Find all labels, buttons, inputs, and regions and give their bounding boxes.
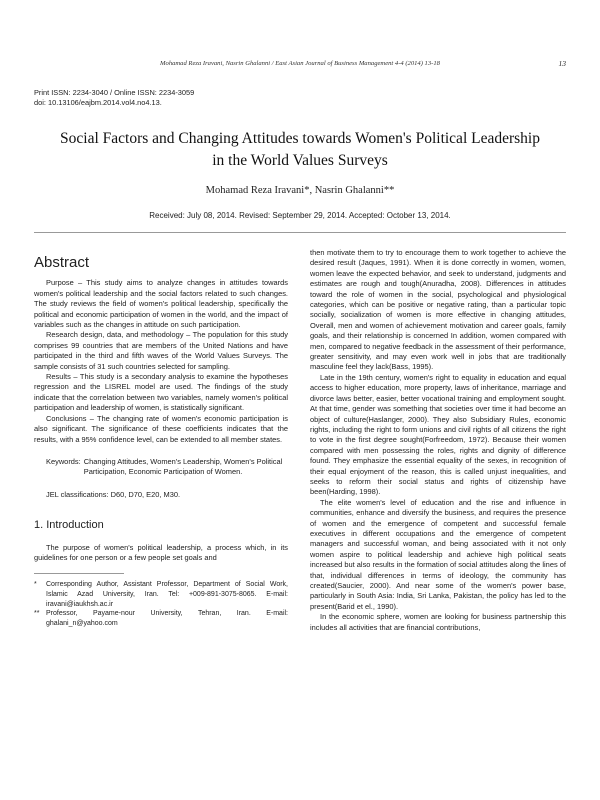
doi-line: doi: 10.13106/eajbm.2014.vol4.no4.13. (34, 97, 162, 107)
abstract-conclusions (34, 414, 288, 445)
abstract-design (34, 330, 288, 372)
abstract-results (34, 372, 288, 414)
jel-classifications (34, 490, 288, 500)
introduction-paragraph: The purpose of women's political leadership, a process which, in its guidelines for one person or a few people set goals and (34, 542, 288, 562)
left-column (34, 244, 288, 628)
footnote-2 (34, 609, 288, 628)
footnote-divider (34, 573, 124, 574)
keywords-text: Changing Attitudes, Women's Leadership, Women's Political Participation, Economic Participation of Women. (83, 456, 283, 477)
results-text: – This study is a secondary analysis to examine the hypotheses regression and the LISREL model are used. The findings of the study indicate that the correlation between two variables, namely women's political participation and leadership of women, is statistically significant. (34, 372, 288, 413)
body-paragraph-3: The elite women's level of education and the rise and influence in communities, enhance and diversify the business, and requires the presence of women and the emergence of competent and successful female executives in different occupations and the emergence of competent managers and successful woman, and being associated with it not only women aspire to political leadership and achieve high political seats increased but also results in the formation of social attitudes along the lines of that, individual differences in terms of ideology, the community has created(Saucier, 2000). And near some of the women's power base, particularly in South Asia: India, Sri Lanka, Pakistan, the policy has led to the present(Barid et el., 1990). (310, 497, 566, 611)
footnote-1-mark: * (34, 581, 37, 589)
results-label: Results (46, 372, 71, 382)
article-title (40, 128, 560, 172)
title-line-2: in the World Values Surveys (212, 152, 388, 169)
issn-block (34, 88, 194, 107)
issn-line: Print ISSN: 2234-3040 / Online ISSN: 2234-3059 (34, 88, 195, 97)
abstract-purpose (34, 278, 288, 330)
received-dates: Received: July 08, 2014. Revised: September 29, 2014. Accepted: October 13, 2014. (149, 211, 451, 220)
design-text: – The population for this study comprises 99 countries that are members of the United Nations and have participated in the third and fifth waves of the World Values Surveys. The sample consists of 31 such countries selected for sampling. (34, 330, 288, 371)
purpose-text: – This study aims to analyze changes in attitudes towards women's political leadership and the social factors related to such changes. The study reviews the field of women's political leadership, specifically the political and economic participation of women in the world, and the impact of variables such as the changes in attitude on such participation. (34, 278, 288, 330)
header-divider (34, 232, 566, 233)
footnote-2-mark: ** (34, 610, 40, 618)
abstract-heading: Abstract (34, 254, 90, 271)
design-label: Research design, data, and methodology (46, 330, 184, 340)
right-column (310, 248, 566, 633)
jel-label: JEL classifications: (46, 489, 109, 499)
body-paragraph-1: then motivate them to try to encourage them to work together to achieve the desired result (Jaques, 1991). When it is done correctly in women, women, women leave the expected behavior, and seek to understand, judgments and estimates are rough and tough(Anuradha, 2008). Differences in attitudes toward the role of women in the social, psychological and physiological categories, which can be positive or negative rating, than a particular topic socially, socialization of women is more effective in changing attitudes, Overall, men and women of achievement motivation and career goals, family goals, and their relationship is concerned In addition, women compared with men, compared to negative feedback in the assessment of their performance, greater sensitivity, and may even work well in jobs that are traditionally masculine feel they lack(Bass, 1995). (310, 248, 566, 372)
running-head: Mohamad Reza Iravani, Nasrin Ghalanni / East Asian Journal of Business Management 4-4 (2014) 13-18 (160, 60, 440, 67)
footnote-1 (34, 580, 288, 609)
conclusions-label: Conclusions (46, 413, 87, 423)
purpose-label: Purpose (46, 278, 74, 288)
keywords (34, 457, 288, 478)
keywords-label: Keywords: (46, 456, 81, 466)
page-number: 13 (558, 59, 566, 68)
introduction-heading: 1. Introduction (34, 519, 104, 532)
jel-text: D60, D70, E20, M30. (108, 489, 181, 499)
footnote-2-text: Professor, Payame-nour University, Tehran, Iran. E-mail: ghalani_n@yahoo.com (46, 610, 288, 627)
authors: Mohamad Reza Iravani*, Nasrin Ghalanni** (205, 185, 395, 196)
body-paragraph-4: In the economic sphere, women are looking for business partnership this includes all activities that are financial contributions, (310, 612, 566, 632)
title-line-1: Social Factors and Changing Attitudes towards Women's Political Leadership (60, 130, 540, 147)
conclusions-text: – The changing rate of women's economic participation is also significant. The significance of these coefficients indicates that the results, with a 95% confidence level, can be extended to all member states. (34, 413, 288, 444)
body-paragraph-2: Late in the 19th century, women's right to equality in education and equal access to higher education, more property, laws of inheritance, marriage and divorce laws better, easier, better vocational training and employment sought. At that time, gender was something that societies over time it had become an object of culture(Haslanger, 2000). They also Subsidiary Rules, economic rights, including the right to form unions and civil rights of all citizens the right to vote in the first degree sought(Forfreedom, 1972). Because their women compared with men possessing the roles, rights and dignity of difference found. They emphasize the essential equality of the sexes, in recognition of their equal enjoyment of the reason, this is called unjust inequalities, and seeks to reform their social status and rights of citizenship have been(Harding, 1998). (310, 372, 566, 497)
footnote-1-text: Corresponding Author, Assistant Professor, Department of Social Work, Islamic Azad University, Iran. Tel: +009-891-3075-8065. E-mail: iravani@iaukhsh.ac.ir (46, 581, 288, 608)
